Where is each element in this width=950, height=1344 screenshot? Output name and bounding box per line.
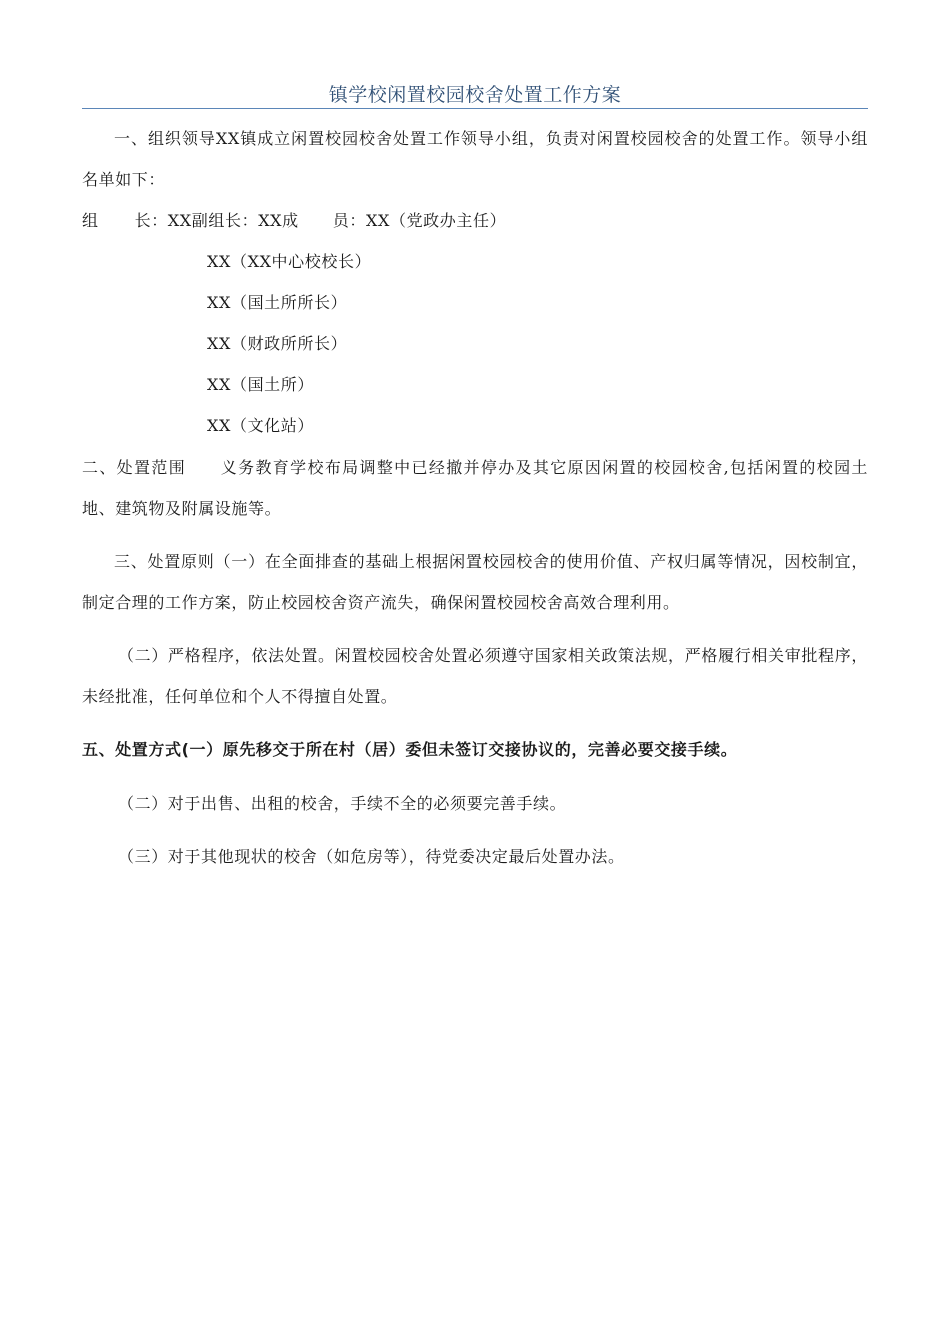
leaders-label-a: 组 xyxy=(82,211,99,230)
member-item: XX（XX中心校校长） xyxy=(207,252,372,271)
section5-paragraph2: （二）对于出售、出租的校舍，手续不全的必须要完善手续。 xyxy=(118,794,567,813)
leaders-line xyxy=(82,210,506,232)
section2-paragraph xyxy=(82,447,868,529)
member-item: XX（文化站） xyxy=(207,416,314,435)
member-item: XX（国土所） xyxy=(207,375,314,394)
leaders-label-b: 长：XX副组长：XX成 xyxy=(134,211,299,230)
section3-paragraph2: （二）严格程序，依法处置。闲置校园校舍处置必须遵守国家相关政策法规，严格履行相关审批程序，未经批准，任何单位和个人不得擅自处置。 xyxy=(82,646,868,706)
document-title: 镇学校闲置校园校舍处置工作方案 xyxy=(328,84,622,106)
member-item: XX（财政所所长） xyxy=(207,334,348,353)
section1-paragraph: 一、组织领导XX镇成立闲置校园校舍处置工作领导小组，负责对闲置校园校舍的处置工作。领导小组名单如下： xyxy=(82,129,868,189)
section5-paragraph1: 五、处置方式(一）原先移交于所在村（居）委但未签订交接协议的，完善必要交接手续。 xyxy=(82,740,738,759)
section5-paragraph3: （三）对于其他现状的校舍（如危房等），待党委决定最后处置办法。 xyxy=(118,847,625,866)
title-underline xyxy=(82,108,868,109)
section2-heading: 二、处置范围 xyxy=(82,458,187,477)
leaders-label-c: 员：XX（党政办主任） xyxy=(332,211,507,230)
section3-paragraph1: 三、处置原则（一）在全面排查的基础上根据闲置校园校舍的使用价值、产权归属等情况，因校制宜，制定合理的工作方案，防止校园校舍资产流失，确保闲置校园校舍高效合理利用。 xyxy=(82,552,868,612)
section2-text: 义务教育学校布局调整中已经撤并停办及其它原因闲置的校园校舍,包括闲置的校园土地、建筑物及附属设施等。 xyxy=(82,458,869,518)
member-item: XX（国土所所长） xyxy=(207,293,348,312)
